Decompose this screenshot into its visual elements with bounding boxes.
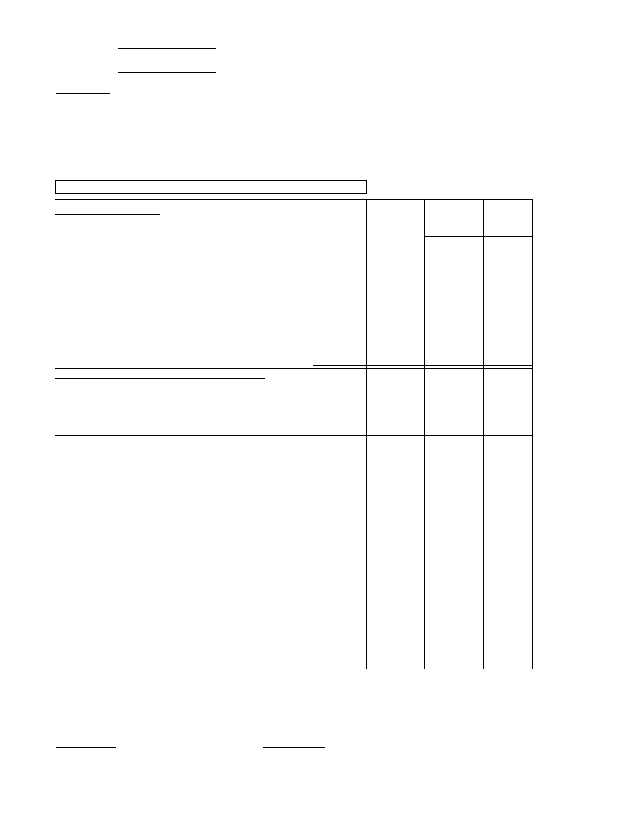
project-name [118,48,216,49]
option-bar [55,180,367,194]
buyer-line [118,72,216,73]
